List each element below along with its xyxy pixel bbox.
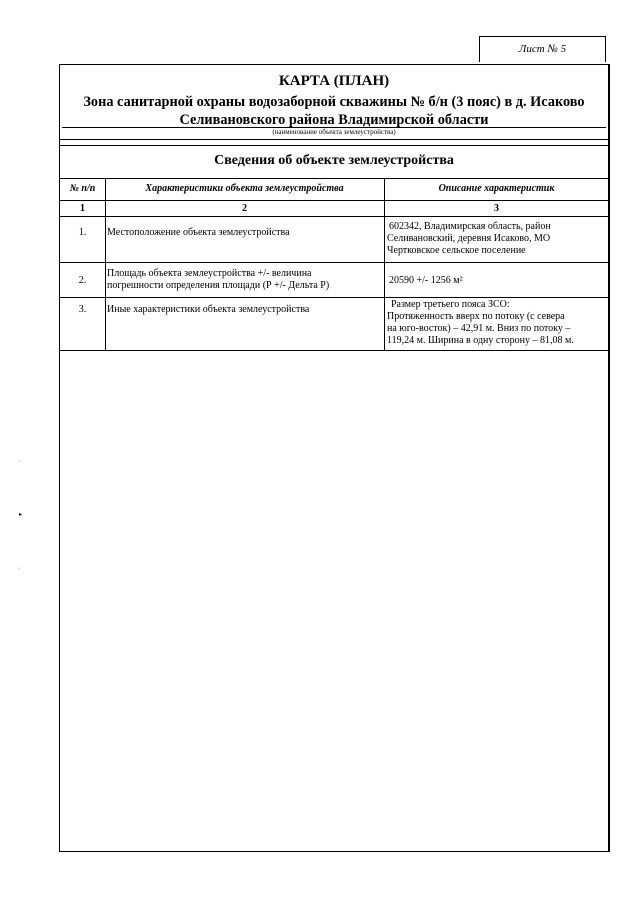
object-name <box>60 93 608 129</box>
text-line: Местоположение объекта землеустройства <box>107 227 290 238</box>
column-number: 3 <box>494 203 499 214</box>
scan-mark: · <box>18 459 20 465</box>
scan-mark: ▸ <box>19 512 23 518</box>
sheet-number-label: Лист № 5 <box>518 43 567 55</box>
divider <box>60 139 608 140</box>
row-characteristic <box>107 227 290 239</box>
divider <box>60 145 608 146</box>
scan-mark: · <box>18 566 20 572</box>
table-bottom-border <box>60 350 608 351</box>
text-line: Размер третьего пояса ЗСО: <box>391 299 510 310</box>
column-number: 1 <box>80 203 85 214</box>
text-line: 119,24 м. Ширина в одну сторону – 81,08 м. <box>387 335 574 346</box>
column-header-number: № п/п <box>69 183 96 194</box>
table-line <box>60 216 608 217</box>
text-line: Селивановский, деревня Исаково, МО <box>387 233 551 244</box>
row-characteristic <box>107 268 329 292</box>
row-description <box>389 275 463 287</box>
row-number: 3. <box>78 304 87 315</box>
column-header-characteristic: Характеристики объекта землеустройства <box>145 183 344 194</box>
sheet-number-box <box>479 36 606 62</box>
table-line <box>60 200 608 201</box>
row-description <box>387 299 574 347</box>
section-title: Сведения об объекте землеустройства <box>214 153 454 168</box>
row-number: 2. <box>78 275 87 286</box>
row-number: 1. <box>78 227 87 238</box>
table-line <box>60 297 608 298</box>
text-line: на юго-восток) – 42,91 м. Вниз по потоку – <box>387 323 571 334</box>
table-top-border <box>60 178 608 179</box>
text-line: Иные характеристики объекта землеустройства <box>107 304 310 315</box>
text-line: Площадь объекта землеустройства +/- величина <box>107 268 312 279</box>
name-caption: (наименование объекта землеустройства) <box>272 128 396 136</box>
text-line: Чертковское сельское поселение <box>387 245 526 256</box>
text-line: Протяженность вверх по потоку (с севера <box>387 311 565 322</box>
text-line: 602342, Владимирская область, район <box>389 221 551 232</box>
document-frame <box>59 64 610 852</box>
column-header-description: Описание характеристик <box>438 183 555 194</box>
page-title: КАРТА (ПЛАН) <box>278 73 390 89</box>
object-name-line-2: Селивановского района Владимирской области <box>179 112 489 128</box>
row-description <box>387 221 551 257</box>
row-characteristic <box>107 304 309 316</box>
text-line: погрешности определения площади (Р +/- Дельта Р) <box>107 280 330 291</box>
object-name-line-1: Зона санитарной охраны водозаборной скважины № б/н (3 пояс) в д. Исаково <box>83 94 585 110</box>
text-line: 20590 +/- 1256 м² <box>389 275 463 286</box>
table-line <box>60 262 608 263</box>
column-number: 2 <box>242 203 247 214</box>
